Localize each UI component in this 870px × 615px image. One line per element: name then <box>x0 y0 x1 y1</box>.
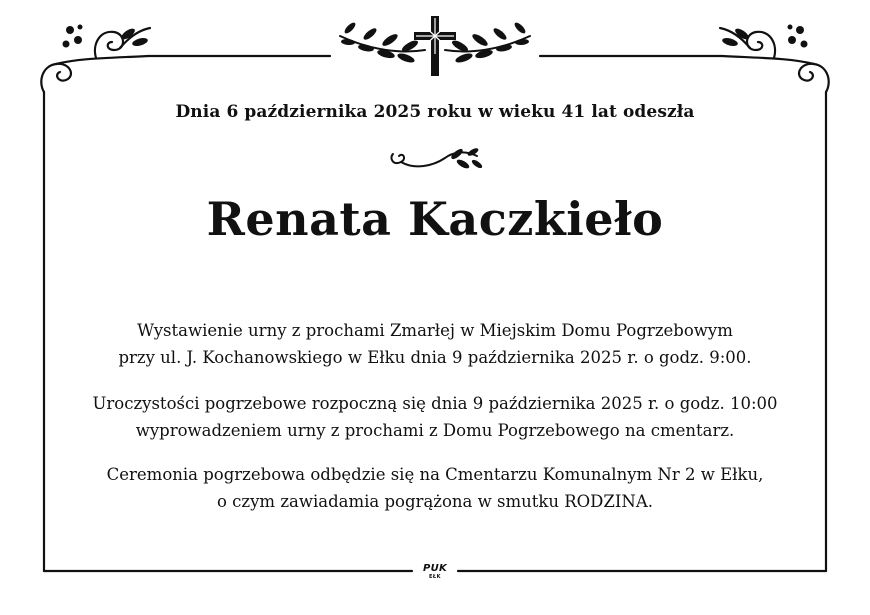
flourish-leaf-icon <box>385 142 485 176</box>
funeral-start-line-2: wyprowadzeniem urny z prochami z Domu Pogrzebowego na cmentarz. <box>135 421 735 440</box>
puk-logo <box>414 564 456 582</box>
deceased-name: Renata Kaczkieło <box>206 192 664 246</box>
viewing-info-line-2: przy ul. J. Kochanowskiego w Ełku dnia 9 października 2025 r. o godz. 9:00. <box>118 348 752 367</box>
funeral-start-line-1: Uroczystości pogrzebowe rozpoczną się dnia 9 października 2025 r. o godz. 10:00 <box>92 394 778 413</box>
funeral-start-info <box>60 390 810 444</box>
ceremony-info <box>60 461 810 515</box>
logo-main-text: PUK <box>422 563 448 574</box>
viewing-info <box>60 317 810 371</box>
floral-corner-icon <box>720 25 829 93</box>
death-date-intro: Dnia 6 października 2025 roku w wieku 41 lat odeszła <box>175 102 695 122</box>
floral-corner-icon <box>41 25 150 93</box>
cross-with-laurel-icon <box>340 16 530 76</box>
viewing-info-line-1: Wystawienie urny z prochami Zmarłej w Miejskim Domu Pogrzebowym <box>137 321 733 340</box>
ceremony-line-2: o czym zawiadamia pogrążona w smutku RODZINA. <box>217 492 653 511</box>
logo-sub-text: EŁK <box>428 574 441 580</box>
ceremony-line-1: Ceremonia pogrzebowa odbędzie się na Cmentarzu Komunalnym Nr 2 w Ełku, <box>106 465 764 484</box>
